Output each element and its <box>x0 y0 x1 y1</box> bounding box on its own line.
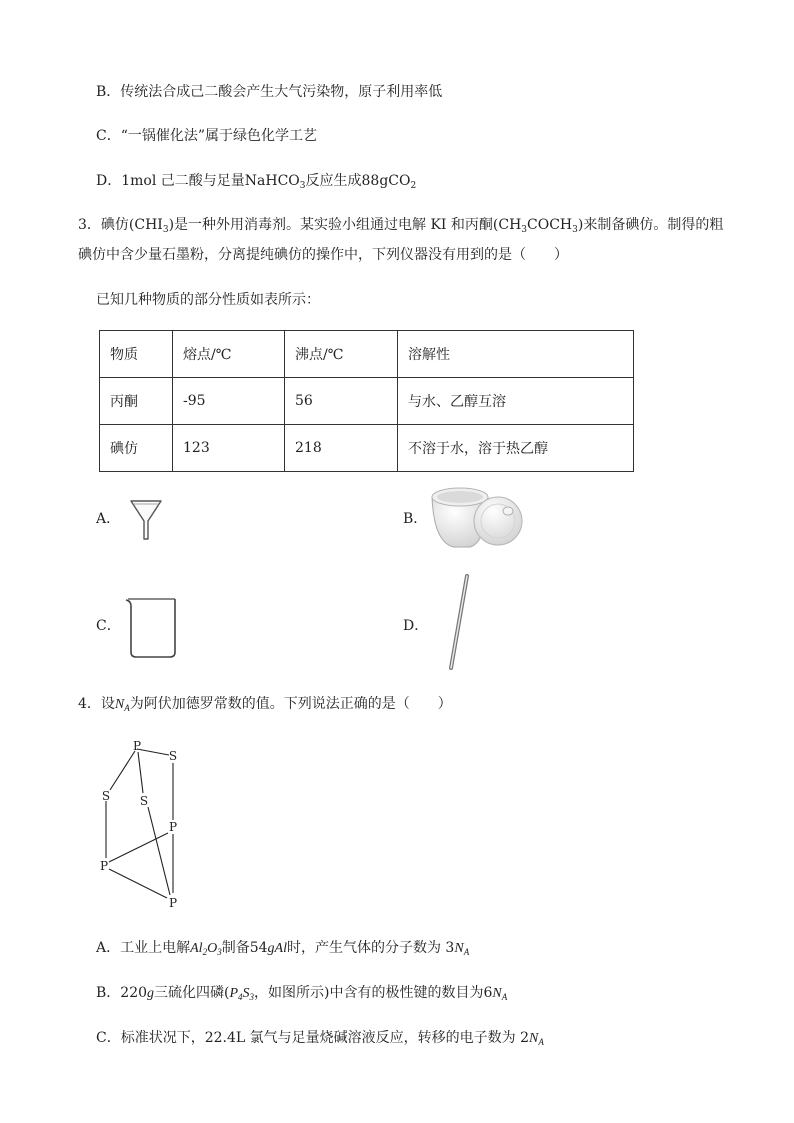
q3-stem-text: COCH <box>527 217 573 233</box>
subscript: 4 <box>238 992 243 1002</box>
table-header-cell: 物质 <box>100 331 173 378</box>
q2-option-b <box>96 82 442 102</box>
crucible-icon <box>428 483 528 553</box>
table-header-cell: 熔点/℃ <box>173 331 285 378</box>
q4-option-a-text: A．工业上电解 <box>96 940 191 956</box>
subscript: 3 <box>521 225 528 235</box>
atom-label: P <box>168 896 178 910</box>
table-cell: 丙酮 <box>100 378 173 425</box>
atom-label: P <box>168 820 178 834</box>
q4-option-b <box>96 983 507 1007</box>
beaker-icon <box>122 594 182 660</box>
atom-label: S <box>168 749 178 763</box>
table-header-cell: 沸点/℃ <box>285 331 398 378</box>
q2-option-c <box>96 126 317 146</box>
p4s3-molecule-diagram <box>94 735 204 915</box>
table-row <box>100 425 634 472</box>
table-cell: 碘仿 <box>100 425 173 472</box>
table-header-row <box>100 331 634 378</box>
table-cell: 与水、乙醇互溶 <box>398 378 634 425</box>
glass-rod-icon <box>443 572 473 672</box>
math-symbol: O <box>207 941 218 956</box>
table-cell: 不溶于水，溶于热乙醇 <box>398 425 634 472</box>
atom-label: P <box>132 739 142 753</box>
math-symbol: N <box>492 986 502 1001</box>
q3-option-b-label: B． <box>403 511 428 527</box>
subscript: 3 <box>217 947 222 957</box>
math-symbol: Al <box>190 941 203 956</box>
q4-stem <box>78 694 452 718</box>
funnel-icon <box>127 497 167 547</box>
math-symbol: gAl <box>267 941 287 956</box>
subscript: 2 <box>202 947 208 957</box>
q3-stem-text: )来制备碘仿。制得的粗 <box>577 217 724 233</box>
q4-option-c-text: C．标准状况下，22.4L 氯气与足量烧碱溶液反应，转移的电子数为 2 <box>96 1030 529 1046</box>
table-row <box>100 378 634 425</box>
q2-option-c-text: C．“一锅催化法”属于绿色化学工艺 <box>96 128 318 144</box>
q3-stem-line1 <box>78 215 723 240</box>
math-symbol: P <box>229 986 239 1001</box>
q3-option-d-label: D． <box>403 618 429 634</box>
q4-option-a-text: 制备54 <box>221 940 268 956</box>
subscript: 3 <box>572 225 578 235</box>
table-cell: -95 <box>173 378 285 425</box>
atom-label: P <box>99 859 109 873</box>
q2-option-d-text: 反应生成88gCO <box>305 173 411 189</box>
subscript: 3 <box>299 181 306 191</box>
q4-stem-text: 为阿伏加德罗常数的值。下列说法正确的是（ ） <box>129 696 452 712</box>
q3-stem-text: 碘仿中含少量石墨粉，分离提纯碘仿的操作中，下列仪器没有用到的是（ ） <box>78 247 568 263</box>
math-symbol: g <box>147 986 155 1001</box>
subscript: 3 <box>162 225 169 235</box>
subscript: 2 <box>410 181 417 191</box>
subscript: A <box>463 947 470 957</box>
table-header-cell: 溶解性 <box>398 331 634 378</box>
q4-stem-text: 4．设 <box>78 696 115 712</box>
table-cell: 56 <box>285 378 398 425</box>
math-symbol: N <box>454 941 464 956</box>
q3-note <box>96 290 320 310</box>
subscript: A <box>124 703 130 713</box>
math-symbol: S <box>242 986 250 1001</box>
subscript: A <box>501 992 508 1002</box>
atom-label: S <box>139 794 149 808</box>
q2-option-d-text: D．1mol 己二酸与足量NaHCO <box>96 173 300 189</box>
math-symbol: N <box>529 1031 539 1046</box>
q3-note-text: 已知几种物质的部分性质如表所示： <box>96 292 320 308</box>
q4-option-b-text: ，如图所示)中含有的极性键的数目为6 <box>254 985 493 1001</box>
q4-option-a <box>96 938 469 962</box>
properties-table <box>99 330 634 472</box>
q3-stem-text: 3．碘仿(CHI <box>78 217 163 233</box>
subscript: 3 <box>249 992 255 1002</box>
q4-option-c <box>96 1028 544 1052</box>
math-symbol: N <box>114 697 125 712</box>
q3-option-c-label: C． <box>96 618 121 634</box>
q2-option-b-text: B．传统法合成己二酸会产生大气污染物，原子利用率低 <box>96 84 443 100</box>
q3-stem-text: )是一种外用消毒剂。某实验小组通过电解 KI 和丙酮(CH <box>168 217 522 233</box>
table-cell: 123 <box>173 425 285 472</box>
table-cell: 218 <box>285 425 398 472</box>
q3-stem-line2 <box>78 245 568 265</box>
atom-label: S <box>101 789 111 803</box>
subscript: A <box>538 1037 544 1047</box>
q2-option-d <box>96 171 416 196</box>
q4-option-b-text: B．220 <box>96 985 148 1001</box>
q3-option-a-label: A． <box>96 511 121 527</box>
q4-option-b-text: 三硫化四磷( <box>154 985 230 1001</box>
q4-option-a-text: 时，产生气体的分子数为 3 <box>286 940 455 956</box>
